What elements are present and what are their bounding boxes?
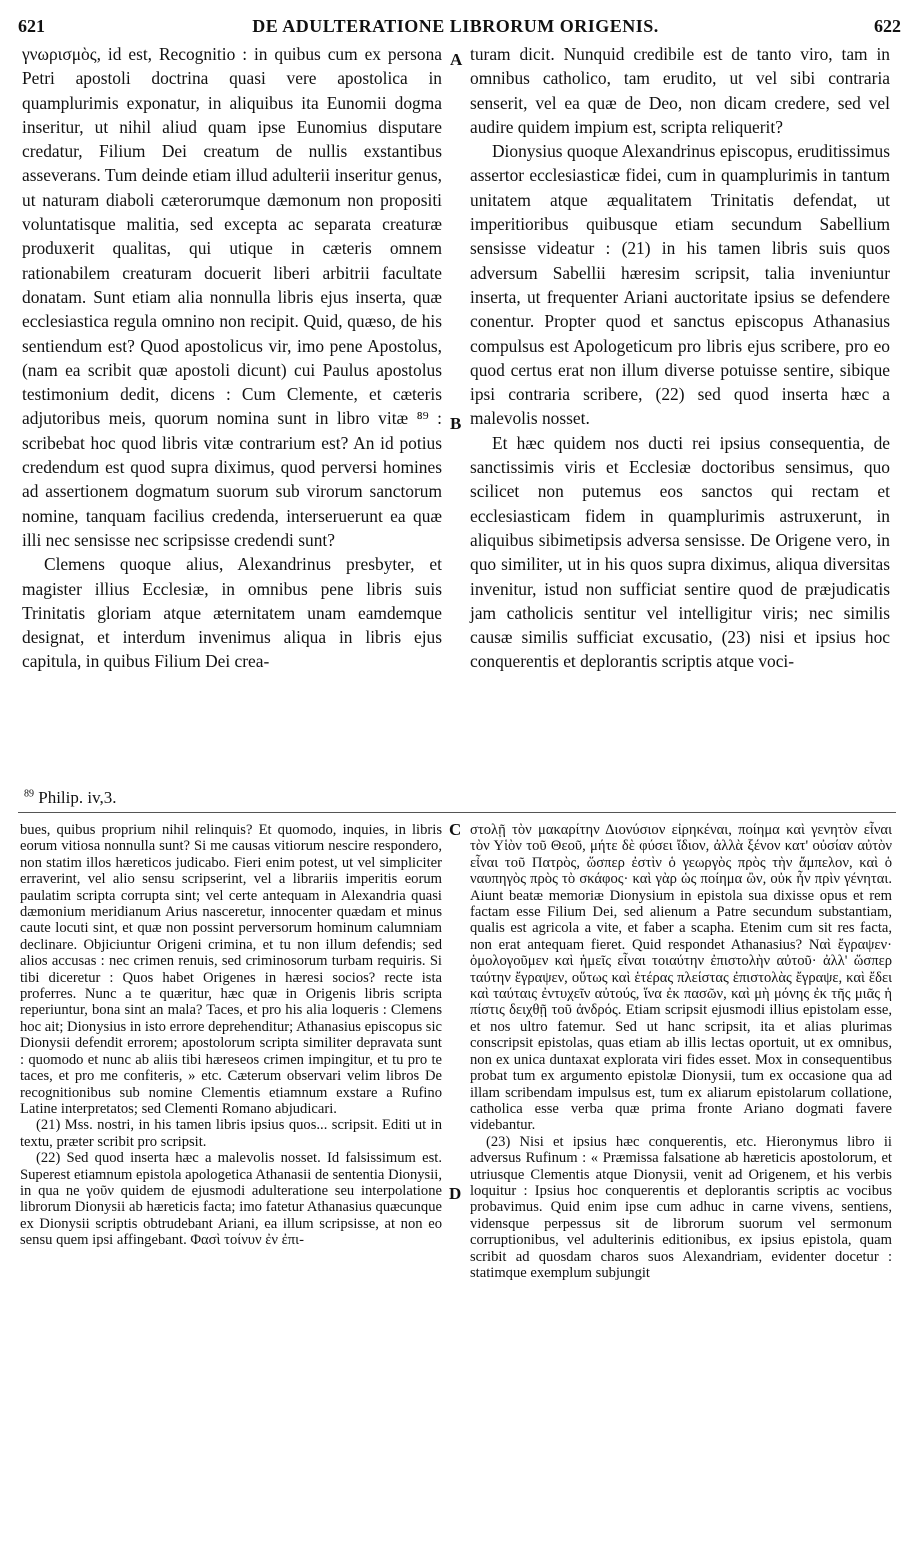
note-paragraph: (23) Nisi et ipsius hæc conquerentis, etc. Hieronymus libro ii adversus Rufinum : « Præmissa falsatione ab hæreticis apostolorum, et utriusque Clementis atque Dionysii, venit ad Origenem, et his verbis loquitur : Ipsius hoc conquerentis et deplorantis scriptis ac vocibus probavimus. Quid enim ipse cum adhuc in carne vivens, sentiens, vidensque perpessus sit de librorum suorum vel sermonum corruptionibus, vel adulterinis editionibus, ex ipsius epistola, quam scribit ad quosdam charos suos Alexandriam, evidenter docetur : statimque exemplum subjungit xyxy=(470,1133,892,1281)
margin-letter-b: B xyxy=(450,414,462,433)
note-paragraph: στολῇ τὸν μακαρίτην Διονύσιον εἰρηκέναι, ποίημα καὶ γενητὸν εἶναι τὸν Υἱὸν τοῦ Θεοῦ, μήτε δὲ φύσει ἴδιον, ἀλλὰ ξένον κατ' οὐσίαν αὐτὸν εἶναι τοῦ Πατρὸς, ὥσπερ ἐστὶν ὁ γεωργὸς πρὸς τὴν ἄμπελον, καὶ ὁ ναυπηγὸς πρὸς τὸ σκάφος· καὶ γὰρ ὡς ποίημα ὢν, οὐκ ἦν πρὶν γένηται. Aiunt beatæ memoriæ Dionysium in epistola sua dixisse opus et rem factam esse Filium Dei, sed alienum a Patre secundum substantiam, qualis est agricola a vite, et faber a scapha. Etenim cum sit res facta, non erat antequam fieret. Quid respondet Athanasius? Ναὶ ἔγραψεν· ὁμολογοῦμεν καὶ ἡμεῖς εἶναι τοιαύτην ἐπιστολὴν αὐτοῦ· ἀλλ' ὥσπερ ταύτην ἔγραψεν, οὕτως καὶ ἑτέρας πλείστας ἐπιστολὰς ἔγραψε, καὶ ἔδει καὶ ταύταις ἐντυχεῖν αὐτούς, ἵνα ἐκ πασῶν, καὶ μὴ μόνης ἐκ τῆς μιᾶς ἡ πίστις δειχθῇ τοῦ ἀνδρός. Etiam scripsit ejusmodi illius epistolam esse, et nos ultro fatemur. Sed ut hanc scripsit, ita et alias plurimas conscripsit epistolas, quas etiam ab illis lectas oportuit, ut ex omnibus, non ex unica duntaxat explorata viri fides esset. Mox in consequentibus probat tum ex argumento epistolæ Dionysii, tum ex occasione qua ad illam scribendam impulsus est, tum ex aliarum epistolarum collatione, catholica esse verba quæ prima fronte Ariano dogmati favere videbantur. xyxy=(470,822,892,1134)
margin-letter-a: A xyxy=(450,50,463,69)
note-paragraph: (22) Sed quod inserta hæc a malevolis nosset. Id falsissimum est. Superest etiamnum epistola apologetica Athanasii de sententia Dionysii, in qua ne γοῦν quidem de ejusmodi adulteratione seu interpolatione librorum Dionysii ab hæreticis facta; imo fatetur Athanasius quæcunque ex Dionysii scriptis obtrudebant Ariani, ea illum scripsisse, at non eo sensu quem ipsi affingebant. Φασὶ τοίνυν ἐν ἐπι- xyxy=(20,1150,442,1249)
paragraph: turam dicit. Nunquid credibile est de tanto viro, tam in omnibus catholico, tam erudito, ut vel sibi contraria senserit, vel ea quæ de Deo, non dicam credere, sed vel audire quidem impium est, scripta reliquerit? xyxy=(470,44,890,137)
paragraph: Clemens quoque alius, Alexandrinus presbyter, et magister illius Ecclesiæ, in omnibus pene libris suis Trinitatis gloriam atque æternitatem unam eamdemque designat, et interdum invenimus aliqua in libris ejus capitula, in quibus Filium Dei crea- xyxy=(22,554,442,672)
paragraph: Et hæc quidem nos ducti rei ipsius consequentia, de sanctissimis viris et Ecclesiæ doctoribus sensimus, quo scilicet non putemus eos sanctos qui rectam et ecclesiasticam fidem in quamplurimis astruxerunt, in aliquibus sibimetipsis adversa sensisse. De Origene vero, in quo similiter, ut in his quos supra diximus, aliqua diversitas invenitur, istud non sufficiat sentire quod de præjudicatis jam catholicis sentitur vel intelligitur viris; nec similis causæ similis sufficiat excusatio, (23) nisi et ipsius hoc conquerentis et deplorantis scriptis atque voci- xyxy=(470,432,890,672)
paragraph: Dionysius quoque Alexandrinus episcopus, eruditissimus assertor ecclesiasticæ fidei, cum in quamplurimis in tantum unitatem atque æqualitatem Trinitatis defendat, ut imperitioribus quibusque etiam secundum Sabellium sensisse videatur : (21) in his tamen libris suis quos adversum Sabellii hæresim scripsit, talia inveniuntur inserta, ut frequenter Ariani auctoritate ipsius se defendere conentur. Propter quod et sanctus episcopus Athanasius compulsus est Apologeticum pro libris ejus scribere, pro eo quod certus erat non illum diverse potuisse sentire, sibique ipsi contraria scribere, (22) sed quod inserta hæc a malevolis nosset. xyxy=(470,141,890,429)
page-number-left: 621 xyxy=(18,16,45,36)
margin-letter-c: C xyxy=(449,820,462,839)
footnote xyxy=(24,788,117,808)
upper-right-column xyxy=(470,42,890,674)
footnote-number: 89 xyxy=(24,788,34,800)
lower-right-column xyxy=(470,822,892,1281)
note-paragraph: (21) Mss. nostri, in his tamen libris ipsius quos... scripsit. Editi ut in textu, præter scribit pro scripsit. xyxy=(20,1117,442,1150)
page-header xyxy=(0,16,911,42)
paragraph: γνωρισμὸς, id est, Recognitio : in quibus cum ex persona Petri apostoli doctrina quasi vere apostolica in quamplurimis exponatur, in aliquibus ita Eunomii dogma inseritur, ut nihil aliud quam ipse Eunomius disputare credatur, Filium Dei creatum de nullis exstantibus asseverans. Tum deinde etiam illud adulterii inseritur genus, ut naturam diaboli cæterorumque dæmonum non propositi voluntatisque malitia, sed excepta ac separata creaturæ produxerit qualitas, qui utique in cæteris omnem rationabilem creaturam docuerit liberi arbitrii facultate donatam. Sunt etiam alia nonnulla libris ejus inserta, quæ ecclesiastica regula omnino non recipit. Quid, quæso, de his sentiendum est? Quod apostolicus vir, imo pene Apostolus, (nam ea scribit quæ apostoli dicunt) cui Paulus apostolus testimonium dedit, dicens : Cum Clemente, et cæteris adjutoribus meis, quorum nomina sunt in libro vitæ ⁸⁹ : scribebat hoc quod libris vitæ contrarium est? An id potius credendum est quod supra diximus, quod perversi homines ad assertionem dogmatum suorum sub virorum sanctorum nomine, tanquam facilius credenda, interseruerunt ea quæ illi nec sensisse nec scripsisse credendi sunt? xyxy=(22,44,442,550)
page-number-right: 622 xyxy=(874,16,901,36)
margin-letter-d: D xyxy=(449,1184,462,1203)
footnote-text: Philip. iv,3. xyxy=(38,788,117,807)
section-divider xyxy=(18,812,896,813)
upper-left-column xyxy=(22,42,442,674)
lower-left-column xyxy=(20,822,442,1249)
running-title: DE ADULTERATIONE LIBRORUM ORIGENIS. xyxy=(252,16,659,36)
note-paragraph: bues, quibus proprium nihil relinquis? Et quomodo, inquies, in libris eorum vitiosa nonnulla sunt? Si me causas vitiorum nescire respondero, non statim illos hæreticos judicabo. Fieri enim potest, ut vel simpliciter erraverint, vel alio sensu scripserint, vel a librariis imperitis eorum paulatim scripta corrupta sint; vel certe antequam in Alexandria quasi dæmonium meridianum Arius nasceretur, innocenter quædam et minus caute locuti sint, et quæ non possint perversorum hominum calumniam declinare. Objiciuntur Origeni crimina, et tu non illum defendis; sed alios accusas : nec crimen renuis, sed criminosorum turbam requiris. Si tibi diceretur : Quos habet Origenes in hæresi socios? recte ista proferres. Nunc a te quæritur, hæc quæ in Origenis libris scripta reperiuntur, bona sint an mala? Taces, et pro his alia loqueris : Clemens hoc ait; Dionysius in isto errore deprehenditur; Athanasius episcopus sic Dionysii defendit errorem; apostolorum scripta similiter depravata sunt : quomodo et nunc ab aliis tibi hæreseos crimen impingitur, et tu pro te taces, et pro me confiteris, » etc. Cæterum observari velim libros De recognitionibus sub nomine Clementis etiamnum exstare a Rufino Latine interpretatos; sed Clementi Romano abjudicari. xyxy=(20,822,442,1117)
